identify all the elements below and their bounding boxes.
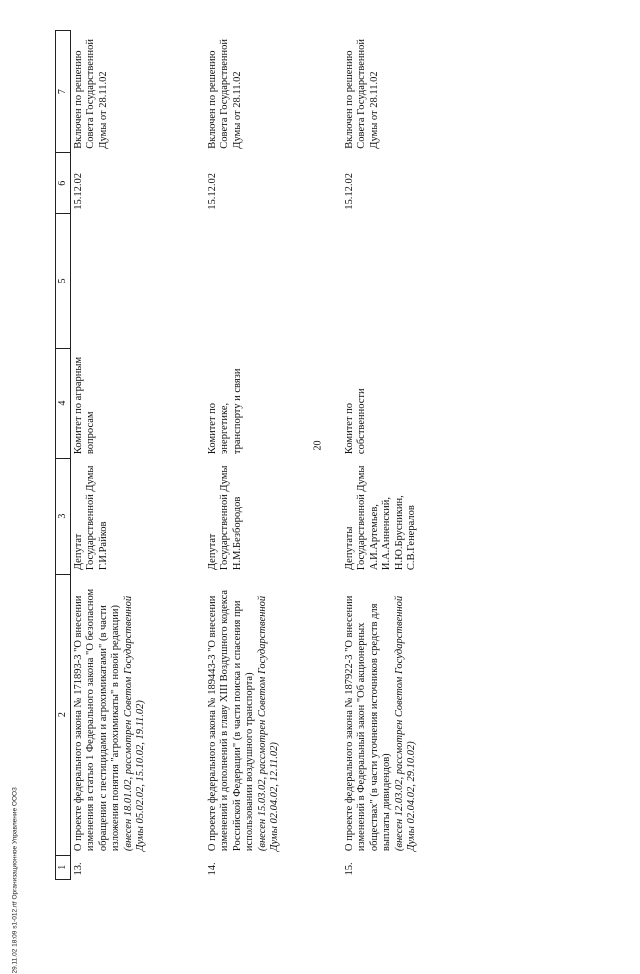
row-number: 13. <box>73 862 84 876</box>
project-cell <box>205 574 342 855</box>
col5-cell <box>71 214 206 348</box>
footer-text: 29.11.02 18:09 s1-012.rtf Организационное Управление ООО3 <box>11 787 19 974</box>
project-cell <box>71 574 206 855</box>
col-header-4: 4 <box>56 348 71 458</box>
col-header-3: 3 <box>56 458 71 574</box>
col-header-5: 5 <box>56 214 71 348</box>
col-header-1: 1 <box>56 855 71 879</box>
project-cell <box>342 574 479 855</box>
date-cell: 15.12.02 <box>73 173 84 210</box>
row-number: 15. <box>344 862 355 876</box>
project-note: (внесен 18.01.02, рассмотрен Советом Государственной Думы 05.02.02, 15.10.02, 19.11.02) <box>122 595 146 852</box>
committee-cell: Комитет по собственности <box>344 388 368 455</box>
col-header-6: 6 <box>56 153 71 214</box>
project-note: (внесен 15.03.02, рассмотрен Советом Государственной Думы 02.04.02, 12.11.02) <box>256 595 280 852</box>
rotated-page <box>55 30 480 880</box>
committee-cell: Комитет по энергетике, транспорту и связи <box>207 368 243 455</box>
date-cell: 15.12.02 <box>344 173 355 210</box>
table-row <box>205 31 342 880</box>
table-row <box>71 31 206 880</box>
bills-table <box>55 30 479 880</box>
author-cell: Депутат Государственной Думы Г.И.Райков <box>73 465 109 571</box>
page-number: 20 <box>312 440 324 451</box>
date-cell: 15.12.02 <box>207 173 218 210</box>
status-cell: Включен по решению Совета Государственной Думы от 28.11.02 <box>73 38 109 149</box>
author-cell: Депутат Государственной Думы Н.М.Безбородов <box>207 465 243 571</box>
status-cell: Включен по решению Совета Государственной Думы от 28.11.02 <box>207 38 243 149</box>
header-row <box>56 31 71 880</box>
col5-cell <box>342 214 479 348</box>
author-cell: Депутаты Государственной Думы А.И.Артемьев, И.А.Анненский, Н.Ю.Брусникин, С.В.Генералов <box>344 465 417 571</box>
project-title: О проекте федерального закона № 171893-3 "О внесении изменения в статью 1 Федерального закона "О безопасном обращении с пестицидами и агрохимикатами" (в части изложения понятия "агрохимикаты" в новой редакции) <box>73 588 122 852</box>
project-title: О проекте федерального закона № 187922-3 "О внесении изменений в Федеральный закон "Об акционерных обществах" (в части уточнения источников средств для выплаты дивидендов) <box>344 595 393 852</box>
col5-cell <box>205 214 342 348</box>
col-header-7: 7 <box>56 31 71 153</box>
table-row <box>342 31 479 880</box>
project-note: (внесен 12.03.02, рассмотрен Советом Государственной Думы 02.04.02, 29.10.02) <box>393 595 417 852</box>
project-title: О проекте федерального закона № 189443-3 "О внесении изменений и дополнений в главу XIII Воздушного кодекса Российской Федерации" (в части поиска и спасения при использовании воздушного транспорта) <box>207 589 256 852</box>
committee-cell: Комитет по аграрным вопросам <box>73 356 97 455</box>
col-header-2: 2 <box>56 574 71 855</box>
row-number: 14. <box>207 862 218 876</box>
status-cell: Включен по решению Совета Государственной Думы от 28.11.02 <box>344 38 380 149</box>
